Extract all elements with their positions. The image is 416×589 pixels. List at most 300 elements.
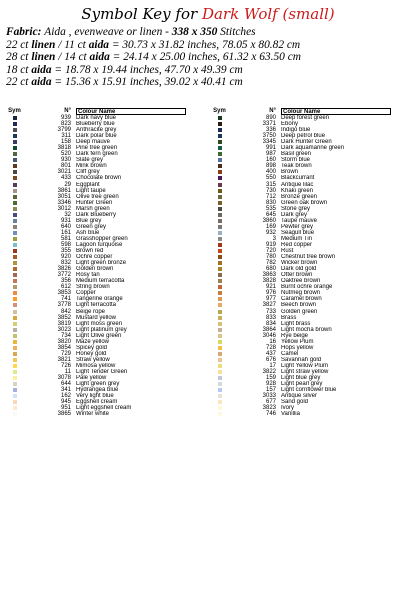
color-swatch xyxy=(13,201,17,205)
dmc-number: 746 xyxy=(265,411,276,418)
dmc-number: 677 xyxy=(265,399,276,406)
colour-name: Light moss green xyxy=(76,320,123,327)
colour-name: Cliff grey xyxy=(76,169,100,176)
colour-name: Pale yellow xyxy=(76,375,107,382)
dmc-number: 3046 xyxy=(262,332,276,339)
dmc-number: 931 xyxy=(60,217,71,224)
colour-name: Honey gold xyxy=(76,350,107,357)
color-swatch xyxy=(218,134,222,138)
colour-name: Antique lilac xyxy=(281,181,314,188)
colour-name: Blueberry blue xyxy=(76,121,115,128)
color-swatch xyxy=(218,285,222,289)
colour-name: Light blue grey xyxy=(281,375,321,382)
colour-name: Light taupe xyxy=(76,187,106,194)
colour-name: Light pearl grey xyxy=(281,381,323,388)
dmc-number: 433 xyxy=(60,175,71,182)
colour-name: Dark fern green xyxy=(76,151,118,158)
colour-name: Hops yellow xyxy=(281,344,314,351)
dmc-number: 29 xyxy=(64,181,71,188)
dmc-number: 919 xyxy=(265,241,276,248)
colour-name: Very light blue xyxy=(76,393,114,400)
color-swatch xyxy=(13,376,17,380)
color-swatch xyxy=(218,279,222,283)
color-swatch xyxy=(218,189,222,193)
dmc-number: 158 xyxy=(60,139,71,146)
color-swatch xyxy=(218,140,222,144)
color-swatch xyxy=(218,249,222,253)
specs-text: = 30.73 x 31.82 inches, 78.05 x 80.82 cm xyxy=(108,38,301,51)
specs-line-18ct xyxy=(6,64,412,77)
dmc-number: 3854 xyxy=(57,344,71,351)
dmc-number: 921 xyxy=(265,284,276,291)
colour-name: Blue grey xyxy=(76,217,102,224)
colour-name: Ivory xyxy=(281,405,295,412)
color-swatch xyxy=(13,394,17,398)
color-swatch xyxy=(13,388,17,392)
color-swatch xyxy=(13,225,17,229)
color-swatch xyxy=(218,261,222,265)
dmc-number: 550 xyxy=(265,175,276,182)
color-swatch xyxy=(13,249,17,253)
color-key-table-left xyxy=(6,108,186,417)
dmc-number: 733 xyxy=(265,308,276,315)
table-header xyxy=(211,108,391,115)
color-swatch xyxy=(13,164,17,168)
specs-line-22ct xyxy=(6,76,412,89)
colour-name: Light Tender Green xyxy=(76,368,128,375)
specs-text: = 15.36 x 15.91 inches, 39.02 x 40.41 cm xyxy=(51,76,243,89)
color-swatch xyxy=(13,322,17,326)
dmc-number: 161 xyxy=(60,229,71,236)
dmc-number: 3346 xyxy=(57,199,71,206)
specs-label: Fabric: xyxy=(6,26,45,38)
dmc-number: 3778 xyxy=(57,302,71,309)
color-swatch xyxy=(218,231,222,235)
color-swatch xyxy=(13,128,17,132)
colour-name: Ochre copper xyxy=(76,254,113,261)
colour-name: Medium Tin xyxy=(281,235,313,242)
color-swatch xyxy=(218,370,222,374)
dmc-number: 3078 xyxy=(57,375,71,382)
colour-name: Blackcurrant xyxy=(281,175,315,182)
header-colour-name: Colour Name xyxy=(76,108,186,115)
dmc-number: 612 xyxy=(60,284,71,291)
specs-text: 22 ct xyxy=(6,38,32,51)
colour-name: Dark grey xyxy=(281,211,308,218)
color-swatch xyxy=(218,158,222,162)
color-swatch xyxy=(218,243,222,247)
dmc-number: 162 xyxy=(60,393,71,400)
dmc-number: 726 xyxy=(60,362,71,369)
color-swatch xyxy=(13,195,17,199)
color-swatch xyxy=(13,183,17,187)
color-swatch xyxy=(218,201,222,205)
dmc-number: 644 xyxy=(60,381,71,388)
color-swatch xyxy=(218,358,222,362)
header-sym: Sym xyxy=(8,108,21,114)
colour-name: Golden green xyxy=(281,308,318,315)
colour-name: Chestnut tree brown xyxy=(281,254,336,261)
color-swatch xyxy=(13,219,17,223)
specs-text: 22 ct xyxy=(6,76,32,89)
dmc-number: 830 xyxy=(265,199,276,206)
dmc-number: 932 xyxy=(265,229,276,236)
dmc-number: 3820 xyxy=(57,338,71,345)
dmc-number: 336 xyxy=(265,127,276,134)
color-swatch xyxy=(13,158,17,162)
specs-text: Stitches xyxy=(217,26,256,38)
dmc-number: 3023 xyxy=(57,326,71,333)
dmc-number: 951 xyxy=(60,405,71,412)
dmc-number: 3033 xyxy=(262,393,276,400)
dmc-number: 720 xyxy=(265,248,276,255)
dmc-number: 3826 xyxy=(57,266,71,273)
colour-name: Mustard yellow xyxy=(76,314,117,321)
color-swatch xyxy=(13,152,17,156)
colour-name: Copper xyxy=(76,290,96,297)
dmc-number: 3021 xyxy=(57,169,71,176)
color-swatch xyxy=(13,358,17,362)
colour-name: Stone grey xyxy=(281,205,311,212)
color-swatch xyxy=(13,267,17,271)
color-swatch xyxy=(13,370,17,374)
specs-line-11ct xyxy=(6,39,412,52)
color-swatch xyxy=(13,243,17,247)
colour-name: Indigo blue xyxy=(281,127,311,134)
color-swatch xyxy=(218,116,222,120)
dmc-number: 437 xyxy=(265,350,276,357)
colour-name: Spicey gold xyxy=(76,344,108,351)
color-swatch xyxy=(13,334,17,338)
dmc-number: 3861 xyxy=(57,187,71,194)
dmc-number: 833 xyxy=(265,314,276,321)
table-header xyxy=(6,108,186,115)
colour-name: Taupe mauve xyxy=(281,217,318,224)
dmc-number: 3012 xyxy=(57,205,71,212)
colour-name: Green oak brown xyxy=(281,199,328,206)
colour-name: Brass xyxy=(281,314,297,321)
colour-name: Yellow Plum xyxy=(281,338,314,345)
header-sym: Sym xyxy=(213,108,226,114)
dmc-number: 3853 xyxy=(57,290,71,297)
color-swatch xyxy=(218,394,222,398)
colour-name: Brown xyxy=(281,169,299,176)
color-swatch xyxy=(218,303,222,307)
dmc-number: 3750 xyxy=(262,133,276,140)
color-swatch xyxy=(13,352,17,356)
colour-name: Seagull blue xyxy=(281,229,315,236)
colour-name: Marsh green xyxy=(76,205,110,212)
dmc-number: 3852 xyxy=(57,314,71,321)
colour-name: Light eggshell cream xyxy=(76,405,132,412)
color-swatch xyxy=(13,140,17,144)
color-swatch xyxy=(218,322,222,326)
color-swatch xyxy=(218,164,222,168)
dmc-number: 581 xyxy=(60,235,71,242)
colour-name: Otter brown xyxy=(281,272,313,279)
colour-name: Basil green xyxy=(281,151,312,158)
colour-name: Light brass xyxy=(281,320,311,327)
color-swatch xyxy=(218,207,222,211)
colour-name: Pewter grey xyxy=(281,223,314,230)
dmc-number: 640 xyxy=(60,223,71,230)
colour-name: Wicker brown xyxy=(281,260,318,267)
color-swatch xyxy=(218,388,222,392)
color-swatch xyxy=(218,316,222,320)
dmc-number: 3865 xyxy=(57,411,71,418)
color-swatch xyxy=(218,183,222,187)
colour-name: Light green bronze xyxy=(76,260,127,267)
dmc-number: 712 xyxy=(265,193,276,200)
dmc-number: 169 xyxy=(265,223,276,230)
color-swatch xyxy=(218,400,222,404)
color-swatch xyxy=(13,213,17,217)
color-swatch xyxy=(218,122,222,126)
specs-text: 28 ct xyxy=(6,51,32,64)
colour-name: Dark Blueberry xyxy=(76,211,117,218)
color-swatch xyxy=(13,316,17,320)
dmc-number: 741 xyxy=(60,296,71,303)
color-swatch xyxy=(218,346,222,350)
colour-name: Storm blue xyxy=(281,157,311,164)
colour-name: Hunter Green xyxy=(76,199,113,206)
title-prefix: Symbol Key for xyxy=(81,5,202,23)
dmc-number: 734 xyxy=(60,332,71,339)
dmc-number: 3345 xyxy=(262,139,276,146)
color-swatch xyxy=(13,310,17,314)
color-swatch xyxy=(13,134,17,138)
dmc-number: 939 xyxy=(60,115,71,121)
header-number: N° xyxy=(269,108,276,114)
color-swatch xyxy=(13,291,17,295)
specs-text: / 11 ct xyxy=(55,38,89,51)
colour-name: Antique silver xyxy=(281,393,318,400)
table-row xyxy=(6,411,186,417)
specs-text: Aida , evenweave or linen - xyxy=(44,26,172,38)
dmc-number: 400 xyxy=(265,169,276,176)
color-swatch xyxy=(218,297,222,301)
colour-name: Light platinum grey xyxy=(76,326,127,333)
dmc-number: 832 xyxy=(60,260,71,267)
symbol-cell xyxy=(211,411,228,418)
color-swatch xyxy=(218,255,222,259)
specs-fabric: aida xyxy=(89,51,110,64)
colour-name: Eggplant xyxy=(76,181,100,188)
colour-name: Burnt ochre orange xyxy=(281,284,333,291)
specs-fabric: linen xyxy=(31,51,56,64)
color-swatch xyxy=(218,382,222,386)
color-swatch xyxy=(218,273,222,277)
colour-name: Dark aquamarine green xyxy=(281,145,345,152)
colour-name: Rosy tan xyxy=(76,272,100,279)
colour-name: Deep petrol blue xyxy=(281,133,326,140)
table-row xyxy=(211,411,391,417)
dmc-number: 3818 xyxy=(57,145,71,152)
dmc-number: 890 xyxy=(265,115,276,121)
dmc-number: 311 xyxy=(61,133,71,140)
dmc-number: 3051 xyxy=(57,193,71,200)
specs-fabric: linen xyxy=(31,38,56,51)
color-swatch xyxy=(218,328,222,332)
dmc-number: 977 xyxy=(265,296,276,303)
colour-name: Ebony xyxy=(281,121,299,128)
dmc-number: 3799 xyxy=(57,127,71,134)
colour-name: String brown xyxy=(76,284,110,291)
dmc-number: 780 xyxy=(265,254,276,261)
dmc-number: 834 xyxy=(265,320,276,327)
colour-name: Chocolate brown xyxy=(76,175,122,182)
colour-name: Beige rope xyxy=(76,308,106,315)
dmc-number: 782 xyxy=(265,260,276,267)
colour-name: Light green grey xyxy=(76,381,120,388)
dmc-number: 3860 xyxy=(262,217,276,224)
color-swatch xyxy=(13,412,17,416)
dmc-number: 928 xyxy=(265,381,276,388)
specs-text: / 14 ct xyxy=(55,51,90,64)
color-swatch xyxy=(13,273,17,277)
fabric-specs xyxy=(6,26,412,89)
color-swatch xyxy=(13,328,17,332)
color-swatch xyxy=(13,364,17,368)
dmc-number: 680 xyxy=(265,266,276,273)
color-swatch xyxy=(218,225,222,229)
color-swatch xyxy=(13,406,17,410)
dmc-number: 3822 xyxy=(262,368,276,375)
dmc-number: 920 xyxy=(60,254,71,261)
color-key-table-right xyxy=(211,108,391,417)
colour-name: Pine tree green xyxy=(76,145,118,152)
colour-name: Rye beige xyxy=(281,332,309,339)
colour-name: Light Yellow Plum xyxy=(281,362,329,369)
colour-name: Caramel brown xyxy=(281,296,322,303)
colour-name: Dark Hunter Green xyxy=(281,139,332,146)
dmc-number: 535 xyxy=(265,205,276,212)
colour-name: Dark old gold xyxy=(281,266,317,273)
colour-name: Camel xyxy=(281,350,299,357)
dmc-number: 976 xyxy=(265,290,276,297)
color-swatch xyxy=(13,346,17,350)
dmc-number: 3864 xyxy=(262,326,276,333)
table-rows xyxy=(211,115,391,417)
colour-name: Grasshopper green xyxy=(76,235,128,242)
color-swatch xyxy=(13,303,17,307)
dmc-number: 157 xyxy=(265,387,276,394)
color-swatch xyxy=(13,189,17,193)
color-swatch xyxy=(13,340,17,344)
colour-name: Sand gold xyxy=(281,399,309,406)
specs-text: 18 ct xyxy=(6,63,32,76)
dmc-number: 159 xyxy=(265,375,276,382)
symbol-cell xyxy=(6,411,23,418)
dmc-number: 3 xyxy=(272,235,276,242)
color-swatch xyxy=(218,340,222,344)
color-swatch xyxy=(13,116,17,120)
colour-name: Golden brown xyxy=(76,266,114,273)
color-swatch xyxy=(218,291,222,295)
colour-name: Red copper xyxy=(281,241,313,248)
colour-name: Nutmeg brown xyxy=(281,290,321,297)
colour-name: Dark navy blue xyxy=(76,115,117,121)
dmc-number: 645 xyxy=(265,211,276,218)
colour-name: Vanillia xyxy=(281,411,300,418)
colour-name: Savannah gold xyxy=(281,356,322,363)
color-swatch xyxy=(13,400,17,404)
dmc-number: 32 xyxy=(64,211,71,218)
colour-name: Ash blue xyxy=(76,229,100,236)
dmc-number: 930 xyxy=(60,157,71,164)
color-swatch xyxy=(218,267,222,271)
colour-name: Beech brown xyxy=(281,302,317,309)
colour-name: Light mocha brown xyxy=(281,326,332,333)
colour-name: Green grey xyxy=(76,223,107,230)
color-swatch xyxy=(13,297,17,301)
color-swatch xyxy=(218,364,222,368)
dmc-number: 520 xyxy=(60,151,71,158)
color-swatch xyxy=(13,122,17,126)
colour-name: Light straw yellow xyxy=(281,368,329,375)
color-swatch xyxy=(13,170,17,174)
color-swatch xyxy=(13,146,17,150)
color-swatch xyxy=(13,255,17,259)
color-swatch xyxy=(218,176,222,180)
color-swatch xyxy=(13,237,17,241)
dmc-number: 341 xyxy=(60,387,71,394)
colour-name: Rust xyxy=(281,248,294,255)
dmc-number: 17 xyxy=(269,362,276,369)
colour-name: Eggshell cream xyxy=(76,399,118,406)
header-colour-name: Colour Name xyxy=(281,108,391,115)
color-swatch xyxy=(13,176,17,180)
color-swatch xyxy=(218,219,222,223)
colour-name: Anthracite grey xyxy=(76,127,117,134)
dmc-number: 3821 xyxy=(57,356,71,363)
dmc-number: 842 xyxy=(60,308,71,315)
dmc-number: 11 xyxy=(64,368,71,375)
dmc-number: 3371 xyxy=(262,121,276,128)
dmc-number: 160 xyxy=(265,157,276,164)
dmc-number: 3828 xyxy=(262,278,276,285)
colour-name: Deep mauve xyxy=(76,139,111,146)
colour-name: Light Olive green xyxy=(76,332,122,339)
colour-name: Oaktree brown xyxy=(281,278,321,285)
color-swatch xyxy=(218,412,222,416)
specs-fabric: aida xyxy=(31,63,52,76)
color-swatch xyxy=(13,261,17,265)
specs-fabric: aida xyxy=(88,38,109,51)
specs-line-14ct xyxy=(6,51,412,64)
colour-name: Brown red xyxy=(76,248,104,255)
dmc-number: 823 xyxy=(60,121,71,128)
dmc-number: 728 xyxy=(265,344,276,351)
dmc-number: 3823 xyxy=(262,405,276,412)
colour-name: Olive tree green xyxy=(76,193,119,200)
specs-line-fabric xyxy=(6,26,412,39)
color-swatch xyxy=(218,406,222,410)
colour-name: Medium terracotta xyxy=(76,278,125,285)
dmc-number: 3827 xyxy=(262,302,276,309)
colour-name: Mink brown xyxy=(76,163,107,170)
color-swatch xyxy=(218,170,222,174)
colour-name: Dark polar blue xyxy=(76,133,117,140)
colour-name: Khaki green xyxy=(281,187,314,194)
page-title xyxy=(0,5,416,23)
colour-name: Mimosa yellow xyxy=(76,362,116,369)
dmc-number: 898 xyxy=(265,163,276,170)
color-swatch xyxy=(218,152,222,156)
colour-name: Deep forest green xyxy=(281,115,330,121)
color-swatch xyxy=(218,146,222,150)
color-swatch xyxy=(218,376,222,380)
